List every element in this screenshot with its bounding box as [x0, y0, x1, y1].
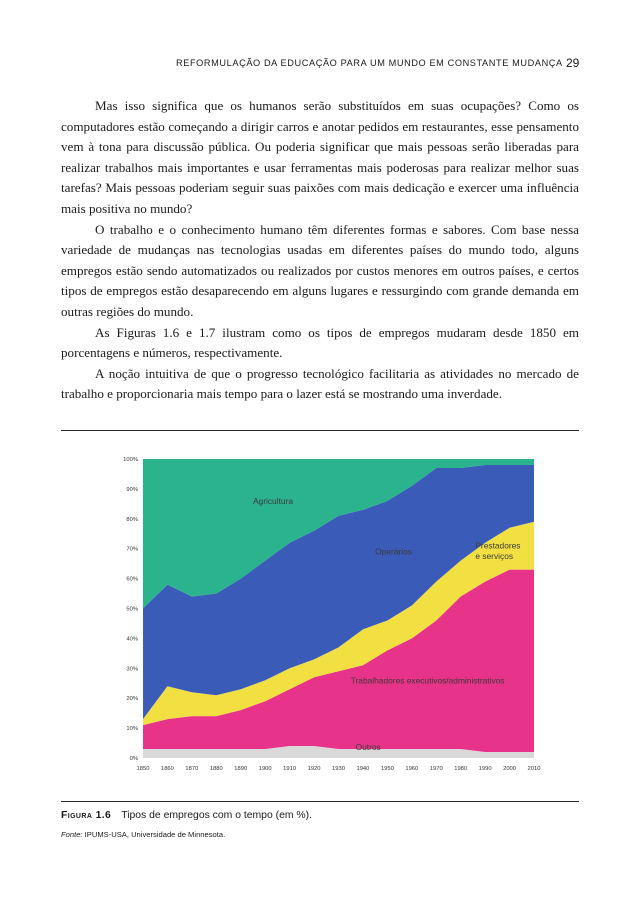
x-tick-label: 1860	[160, 766, 174, 772]
figure-caption-text: Tipos de empregos com o tempo (em %).	[121, 810, 312, 821]
stacked-area-chart	[115, 452, 541, 779]
area-annotation-agricultura: Agricultura	[252, 495, 293, 506]
figure-caption	[61, 810, 312, 821]
x-tick-label: 1970	[429, 766, 443, 772]
source-text: IPUMS-USA, Universidade de Minnesota.	[84, 830, 226, 839]
paragraph: O trabalho e o conhecimento humano têm diferentes formas e sabores. Com base nessa variedade de mudanças nas tecnologias usadas em diferentes países do mundo todo, alguns empregos estão sendo automatizados ou realizados por custos menores em outros países, e certos tipos de empregos estão desaparecendo em alguns lugares e ressurgindo com grande demanda em outras regiões do mundo.	[61, 221, 579, 319]
area-annotation-prestadores: Prestadores	[475, 540, 521, 551]
y-tick-label: 20%	[126, 696, 138, 703]
figure-bottom-rule	[61, 801, 579, 802]
x-tick-label: 1900	[258, 766, 272, 772]
x-tick-label: 1880	[209, 766, 223, 772]
y-tick-label: 100%	[123, 457, 138, 463]
running-header	[0, 58, 638, 74]
x-tick-label: 1990	[478, 766, 492, 772]
paragraph: A noção intuitiva de que o progresso tecnológico facilitaria as atividades no mercado de trabalho e proporcionaria mais tempo para o lazer está se mostrando uma inverdade.	[61, 365, 579, 402]
y-tick-label: 80%	[126, 516, 138, 523]
x-tick-label: 1850	[136, 766, 150, 772]
figure-1-6	[115, 452, 541, 779]
y-tick-label: 90%	[126, 486, 138, 493]
x-tick-label: 1930	[332, 766, 345, 772]
paragraph: Mas isso significa que os humanos serão substituídos em suas ocupações? Como os computadores estão começando a dirigir carros e anotar pedidos em restaurantes, esse pensamento vem à tona para discussão pública. Ou poderia significar que mais pessoas serão liberadas para realizar trabalhos mais importantes e usar ferramentas mais poderosas para realizar melhor suas tarefas? Mais pessoas poderiam seguir suas paixões com mais dedicação e exercer uma influência mais positiva no mundo?	[61, 98, 579, 216]
figure-source	[61, 830, 225, 839]
area-annotation-trabalhadores-executivos-administrativos: Trabalhadores executivos/administrativos	[350, 675, 505, 686]
area-annotation-e-servicos: e serviços	[475, 551, 514, 562]
area-annotation-outros: Outros	[355, 742, 381, 753]
body-text	[61, 96, 579, 405]
x-tick-label: 1950	[380, 766, 394, 772]
x-tick-label: 2010	[527, 766, 541, 772]
x-tick-label: 2000	[503, 766, 517, 772]
x-tick-label: 1940	[356, 766, 370, 772]
figure-label: Figura 1.6	[61, 810, 112, 821]
x-tick-label: 1960	[405, 766, 419, 772]
x-tick-label: 1870	[185, 766, 199, 772]
y-tick-label: 40%	[126, 636, 138, 643]
area-annotation-operarios: Operários	[375, 546, 412, 557]
figure-top-rule	[61, 430, 579, 431]
y-tick-label: 10%	[126, 726, 138, 733]
x-tick-label: 1890	[234, 766, 248, 772]
y-tick-label: 50%	[126, 606, 138, 613]
y-tick-label: 30%	[126, 666, 138, 673]
y-tick-label: 0%	[129, 756, 138, 762]
running-title: REFORMULAÇÃO DA EDUCAÇÃO PARA UM MUNDO EM CONSTANTE MUDANÇA	[176, 58, 563, 68]
x-tick-label: 1980	[454, 766, 468, 772]
source-label: Fonte:	[61, 830, 83, 839]
y-tick-label: 60%	[126, 576, 138, 583]
x-tick-label: 1920	[307, 766, 321, 772]
paragraph: As Figuras 1.6 e 1.7 ilustram como os tipos de empregos mudaram desde 1850 em porcentagens e números, respectivamente.	[61, 324, 579, 361]
page-number: 29	[566, 56, 580, 70]
y-tick-label: 70%	[126, 546, 138, 553]
x-tick-label: 1910	[283, 766, 297, 772]
